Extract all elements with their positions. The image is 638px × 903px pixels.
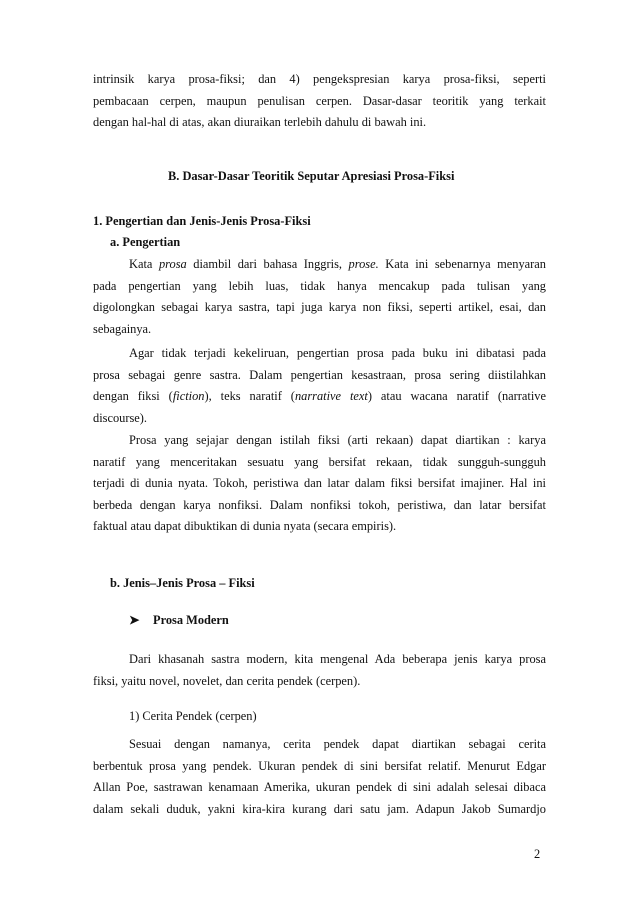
text-line: Agar tidak terjadi kekeliruan, pengertian prosa pada buku ini dibatasi pada — [129, 346, 546, 360]
text-run: Kata ini sebenarnya menyaran — [378, 257, 546, 271]
page-number: 2 — [534, 847, 541, 861]
subsection-a-heading: a. Pengertian — [110, 235, 181, 249]
text-line: fiksi, yaitu novel, novelet, dan cerita pendek (cerpen). — [93, 673, 361, 688]
bullet-prosa-modern — [129, 610, 582, 632]
italic-term: prosa — [158, 257, 187, 271]
text-line: Sesuai dengan namanya, cerita pendek dapat diartikan sebagai cerita — [129, 737, 546, 751]
text-line: dengan hal-hal di atas, akan diuraikan terlebih dahulu di bawah ini. — [93, 115, 427, 129]
italic-term: prose. — [348, 257, 379, 271]
text-line: dalam sekali duduk, yakni kira-kira kurang dari satu jam. Adapun Jakob Sumardjo — [93, 801, 546, 816]
text-line: terjadi di dunia nyata. Tokoh, peristiwa dan latar dalam fiksi bersifat imajiner. Hal ini — [93, 476, 546, 490]
text-run: ), teks naratif ( — [204, 389, 295, 403]
intro-paragraph — [93, 69, 546, 134]
text-line: berbentuk prosa yang pendek. Ukuran pendek di sini bersifat relatif. Menurut Edgar — [93, 758, 546, 773]
section-b-heading: B. Dasar-Dasar Teoritik Seputar Apresiasi Prosa-Fiksi — [168, 169, 455, 183]
text-run: ) atau wacana naratif (narrative — [367, 389, 546, 403]
item-cerpen: 1) Cerita Pendek (cerpen) — [129, 709, 257, 723]
text-line: prosa sebagai genre sastra. Dalam pengertian kesastraan, prosa sering diistilahkan — [93, 367, 546, 382]
text-line: Prosa yang sejajar dengan istilah fiksi (arti rekaan) dapat diartikan : karya — [129, 433, 546, 447]
italic-term: narrative text — [294, 389, 368, 403]
text-line: sebagainya. — [93, 321, 152, 336]
text-line: digolongkan sebagai karya sastra, tapi juga karya non fiksi, seperti artikel, esai, dan — [93, 300, 546, 314]
text-line: pembacaan cerpen, maupun penulisan cerpen. Dasar-dasar teoritik yang terkait — [93, 93, 546, 108]
khasanah-paragraph — [93, 649, 546, 692]
text-line — [93, 386, 546, 408]
text-line: faktual atau dapat dibuktikan di dunia nyata (secara empiris). — [93, 519, 397, 533]
italic-term: fiction — [172, 389, 205, 403]
sesuai-paragraph — [93, 734, 546, 820]
text-line: Dari khasanah sastra modern, kita mengenal Ada beberapa jenis karya prosa — [129, 652, 546, 666]
text-line — [93, 254, 546, 276]
text-line: naratif yang menceritakan sesuatu yang bersifat rekaan, tidak sungguh-sungguh — [93, 454, 546, 469]
agar-paragraph — [93, 343, 546, 429]
text-line: intrinsik karya prosa-fiksi; dan 4) pengekspresian karya prosa-fiksi, seperti — [93, 72, 546, 86]
sejajar-paragraph — [93, 430, 546, 538]
subsection-1-heading: 1. Pengertian dan Jenis-Jenis Prosa-Fiksi — [93, 214, 311, 228]
subsection-b-heading: b. Jenis–Jenis Prosa – Fiksi — [110, 576, 255, 590]
bullet-label: Prosa Modern — [153, 613, 229, 627]
text-line: Allan Poe, sastrawan kenamaan Amerika, ukuran pendek di sini adalah selesai dibaca — [93, 780, 546, 794]
arrow-bullet-icon: ➤ — [129, 613, 140, 627]
text-run: diambil dari bahasa Inggris, — [186, 257, 349, 271]
pengertian-paragraph — [93, 254, 546, 340]
text-line: berbeda dengan karya nonfiksi. Dalam nonfiksi tokoh, peristiwa, dan latar bersifat — [93, 497, 546, 512]
text-line: pada pengertian yang lebih luas, tidak hanya mencakup pada tulisan yang — [93, 278, 546, 293]
text-run: dengan fiksi ( — [93, 389, 173, 403]
text-line: discourse). — [93, 410, 148, 425]
text-run: Kata — [129, 257, 159, 271]
